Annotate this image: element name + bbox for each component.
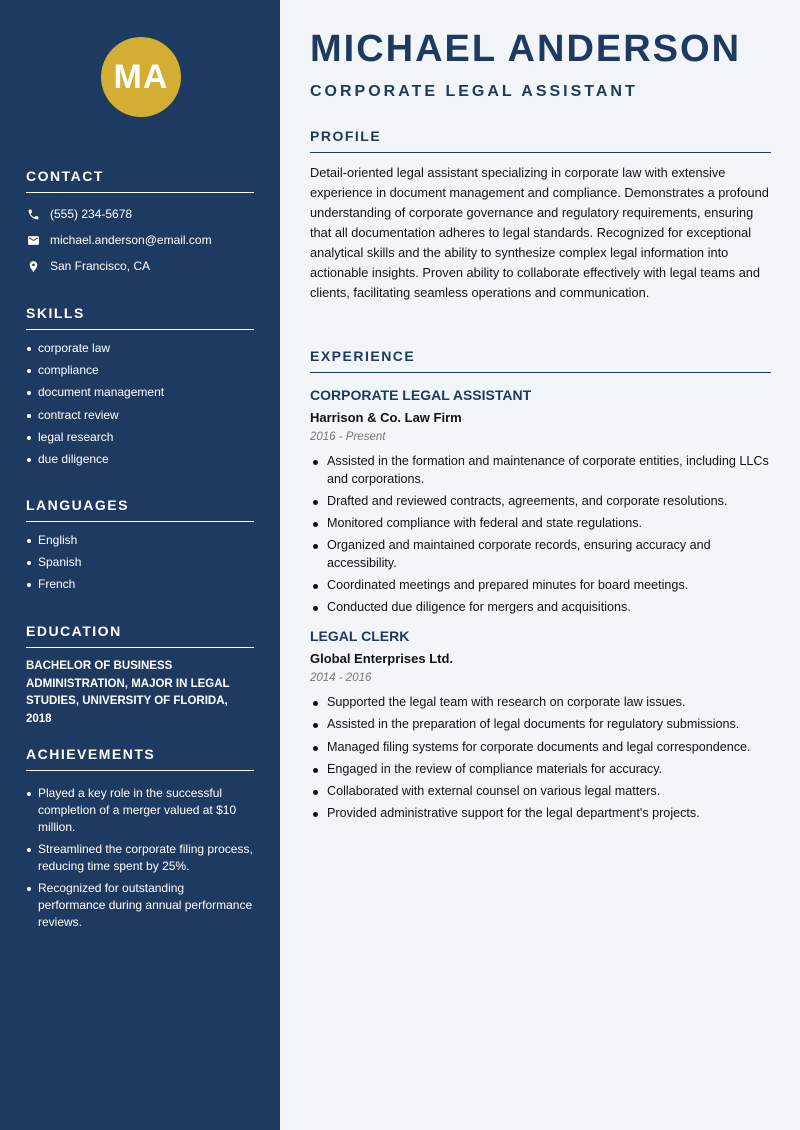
contact-section	[26, 168, 254, 279]
skills-section	[26, 305, 254, 473]
contact-heading: CONTACT	[26, 168, 254, 193]
skills-heading: SKILLS	[26, 305, 254, 330]
job-title: LEGAL CLERK	[310, 627, 410, 644]
skill-item: compliance	[26, 362, 254, 379]
contact-location-text: San Francisco, CA	[50, 259, 151, 273]
job-title: CORPORATE LEGAL ASSISTANT	[310, 387, 532, 403]
job-duty-item: Organized and maintained corporate records, ensuring accuracy and accessibility.	[310, 537, 771, 572]
job-duty-item: Drafted and reviewed contracts, agreements, and corporate resolutions.	[310, 493, 771, 511]
language-item: French	[26, 576, 254, 593]
avatar-initials: MA	[113, 57, 169, 96]
achievements-list	[26, 785, 254, 931]
languages-list	[26, 532, 254, 593]
email-icon	[26, 233, 40, 247]
job-duties-list	[310, 694, 771, 823]
job-duty-item: Conducted due diligence for mergers and acquisitions.	[310, 599, 771, 617]
skill-item: legal research	[26, 429, 254, 446]
profile-summary: Detail-oriented legal assistant specializing in corporate law with extensive experience in document management and compliance. Demonstrates a profound understanding of corporate governance and regulatory requirements, ensuring that all documentation adheres to legal standards. Recognized for exceptional analytical skills and the ability to synthesize complex legal information into actionable insights. Proven ability to collaborate effectively with legal teams and clients, facilitating seamless operations and communication.	[310, 165, 769, 300]
job-duty-item: Collaborated with external counsel on various legal matters.	[310, 783, 771, 801]
language-item: Spanish	[26, 554, 254, 571]
skill-item: due diligence	[26, 451, 254, 468]
job-duty-item: Assisted in the preparation of legal documents for regulatory submissions.	[310, 716, 771, 734]
profile-heading: PROFILE	[310, 128, 771, 153]
skills-list	[26, 340, 254, 468]
job-duty-item: Engaged in the review of compliance materials for accuracy.	[310, 761, 771, 779]
location-pin-icon	[26, 259, 40, 273]
languages-heading: LANGUAGES	[26, 497, 254, 522]
profile-section	[310, 128, 771, 316]
job-entry	[310, 628, 771, 823]
sidebar	[0, 0, 280, 1130]
job-entry	[310, 387, 771, 617]
job-duty-item: Provided administrative support for the legal department's projects.	[310, 805, 771, 823]
candidate-title: CORPORATE LEGAL ASSISTANT	[310, 83, 638, 100]
job-company: Harrison & Co. Law Firm	[310, 410, 462, 425]
contact-location	[26, 253, 254, 279]
skill-item: document management	[26, 384, 254, 401]
skill-item: corporate law	[26, 340, 254, 357]
achievement-item: Played a key role in the successful completion of a merger valued at $10 million.	[26, 785, 254, 836]
achievement-item: Streamlined the corporate filing process, reducing time spent by 25%.	[26, 841, 254, 875]
avatar	[101, 37, 181, 117]
job-dates: 2016 - Present	[310, 431, 386, 443]
job-company: Global Enterprises Ltd.	[310, 650, 454, 666]
achievement-item: Recognized for outstanding performance during annual performance reviews.	[26, 880, 254, 931]
contact-email-text: michael.anderson@email.com	[50, 233, 212, 247]
achievements-heading: ACHIEVEMENTS	[26, 746, 254, 771]
education-degree: BACHELOR OF BUSINESS ADMINISTRATION, MAJOR IN LEGAL STUDIES, UNIVERSITY OF FLORIDA, 2018	[26, 660, 230, 725]
job-duty-item: Supported the legal team with research on corporate law issues.	[310, 694, 771, 712]
language-item: English	[26, 532, 254, 549]
education-section	[26, 623, 254, 728]
experience-heading: EXPERIENCE	[310, 348, 771, 373]
job-duty-item: Managed filing systems for corporate documents and legal correspondence.	[310, 739, 771, 757]
job-duty-item: Assisted in the formation and maintenance of corporate entities, including LLCs and corporations.	[310, 453, 771, 488]
job-duties-list	[310, 453, 771, 617]
candidate-name: MICHAEL ANDERSON	[310, 28, 742, 70]
education-heading: EDUCATION	[26, 623, 254, 648]
phone-icon	[26, 207, 40, 221]
contact-email[interactable]	[26, 227, 254, 253]
languages-section	[26, 497, 254, 599]
skill-item: contract review	[26, 407, 254, 424]
achievements-section	[26, 746, 254, 937]
contact-phone-text: (555) 234-5678	[50, 207, 133, 221]
contact-phone[interactable]	[26, 201, 254, 227]
job-duty-item: Coordinated meetings and prepared minutes for board meetings.	[310, 577, 771, 595]
job-duty-item: Monitored compliance with federal and state regulations.	[310, 515, 771, 533]
job-dates: 2014 - 2016	[310, 671, 372, 684]
experience-section	[310, 348, 771, 828]
